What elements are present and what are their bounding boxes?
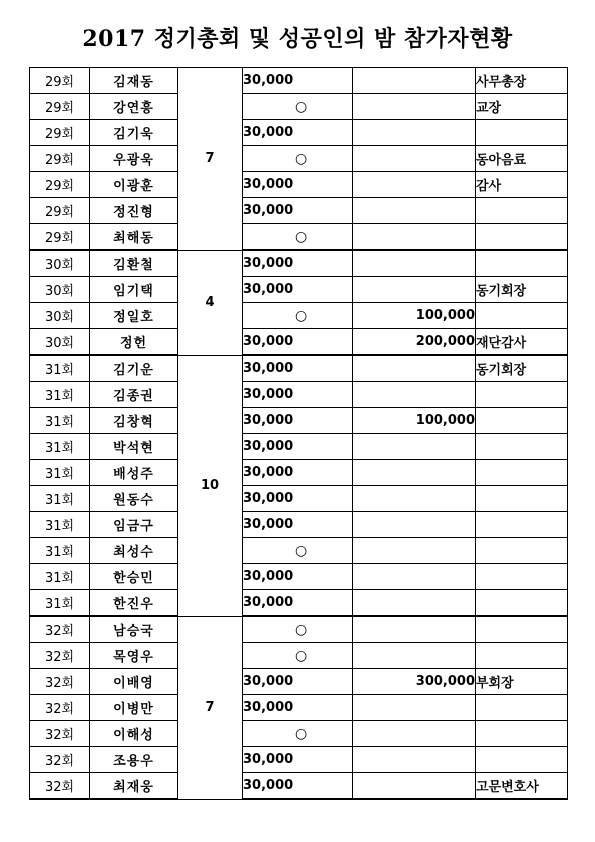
- fee-cell: 30,000: [243, 434, 353, 460]
- role-cell: [476, 120, 568, 146]
- class-year-cell: 31회: [30, 408, 90, 434]
- donation-cell: [353, 695, 476, 721]
- donation-cell: [353, 590, 476, 617]
- class-year-cell: 31회: [30, 564, 90, 590]
- donation-cell: [353, 538, 476, 564]
- fee-cell: 30,000: [243, 564, 353, 590]
- table-row: [30, 408, 568, 434]
- table-row: [30, 120, 568, 146]
- member-name-cell: 김기운: [90, 355, 178, 382]
- role-cell: 사무총장: [476, 68, 568, 94]
- class-year-cell: 32회: [30, 643, 90, 669]
- table-row: [30, 512, 568, 538]
- donation-cell: [353, 382, 476, 408]
- fee-cell: ○: [243, 303, 353, 329]
- member-name-cell: 조용우: [90, 747, 178, 773]
- table-row: [30, 616, 568, 643]
- class-year-cell: 31회: [30, 382, 90, 408]
- donation-cell: [353, 68, 476, 94]
- class-year-cell: 29회: [30, 68, 90, 94]
- group-count-cell: 4: [178, 250, 243, 355]
- member-name-cell: 배성주: [90, 460, 178, 486]
- donation-cell: [353, 120, 476, 146]
- member-name-cell: 김종권: [90, 382, 178, 408]
- member-name-cell: 강연흥: [90, 94, 178, 120]
- fee-cell: 30,000: [243, 773, 353, 800]
- role-cell: [476, 590, 568, 617]
- table-row: [30, 329, 568, 356]
- member-name-cell: 최재웅: [90, 773, 178, 800]
- table-row: [30, 224, 568, 251]
- role-cell: [476, 564, 568, 590]
- class-year-cell: 30회: [30, 277, 90, 303]
- donation-cell: [353, 460, 476, 486]
- table-row: [30, 747, 568, 773]
- fee-cell: 30,000: [243, 277, 353, 303]
- fee-cell: ○: [243, 224, 353, 251]
- table-row: [30, 538, 568, 564]
- class-year-cell: 30회: [30, 303, 90, 329]
- class-year-cell: 31회: [30, 434, 90, 460]
- class-year-cell: 32회: [30, 695, 90, 721]
- member-name-cell: 한승민: [90, 564, 178, 590]
- class-year-cell: 30회: [30, 329, 90, 356]
- fee-cell: 30,000: [243, 172, 353, 198]
- class-year-cell: 29회: [30, 172, 90, 198]
- fee-cell: 30,000: [243, 695, 353, 721]
- donation-cell: [353, 277, 476, 303]
- table-row: [30, 669, 568, 695]
- donation-cell: [353, 773, 476, 800]
- donation-cell: [353, 486, 476, 512]
- class-year-cell: 31회: [30, 486, 90, 512]
- member-name-cell: 이병만: [90, 695, 178, 721]
- class-year-cell: 31회: [30, 590, 90, 617]
- class-year-cell: 29회: [30, 120, 90, 146]
- role-cell: 동기회장: [476, 355, 568, 382]
- member-name-cell: 김재동: [90, 68, 178, 94]
- member-name-cell: 원동수: [90, 486, 178, 512]
- fee-cell: 30,000: [243, 669, 353, 695]
- fee-cell: 30,000: [243, 68, 353, 94]
- donation-cell: [353, 512, 476, 538]
- table-row: [30, 486, 568, 512]
- member-name-cell: 남승국: [90, 616, 178, 643]
- donation-cell: 200,000: [353, 329, 476, 356]
- class-year-cell: 32회: [30, 669, 90, 695]
- member-name-cell: 정헌: [90, 329, 178, 356]
- fee-cell: 30,000: [243, 747, 353, 773]
- role-cell: [476, 224, 568, 251]
- donation-cell: [353, 434, 476, 460]
- role-cell: [476, 643, 568, 669]
- fee-cell: 30,000: [243, 460, 353, 486]
- table-row: [30, 94, 568, 120]
- table-row: [30, 382, 568, 408]
- fee-cell: 30,000: [243, 408, 353, 434]
- role-cell: [476, 434, 568, 460]
- role-cell: [476, 408, 568, 434]
- role-cell: [476, 747, 568, 773]
- fee-cell: ○: [243, 538, 353, 564]
- member-name-cell: 한진우: [90, 590, 178, 617]
- donation-cell: [353, 146, 476, 172]
- table-row: [30, 68, 568, 94]
- fee-cell: 30,000: [243, 486, 353, 512]
- fee-cell: 30,000: [243, 329, 353, 356]
- fee-cell: ○: [243, 721, 353, 747]
- donation-cell: [353, 747, 476, 773]
- table-row: [30, 198, 568, 224]
- table-row: [30, 643, 568, 669]
- table-row: [30, 434, 568, 460]
- class-year-cell: 31회: [30, 355, 90, 382]
- donation-cell: 100,000: [353, 303, 476, 329]
- member-name-cell: 김환철: [90, 250, 178, 277]
- fee-cell: 30,000: [243, 382, 353, 408]
- fee-cell: 30,000: [243, 120, 353, 146]
- fee-cell: 30,000: [243, 590, 353, 617]
- donation-cell: [353, 616, 476, 643]
- donation-cell: [353, 355, 476, 382]
- role-cell: 감사: [476, 172, 568, 198]
- class-year-cell: 29회: [30, 94, 90, 120]
- table-row: [30, 564, 568, 590]
- role-cell: [476, 486, 568, 512]
- member-name-cell: 이해성: [90, 721, 178, 747]
- member-name-cell: 정일호: [90, 303, 178, 329]
- member-name-cell: 임금구: [90, 512, 178, 538]
- member-name-cell: 이광훈: [90, 172, 178, 198]
- role-cell: [476, 198, 568, 224]
- donation-cell: [353, 250, 476, 277]
- member-name-cell: 최해동: [90, 224, 178, 251]
- role-cell: [476, 616, 568, 643]
- group-count-cell: 7: [178, 68, 243, 251]
- donation-cell: 100,000: [353, 408, 476, 434]
- donation-cell: 300,000: [353, 669, 476, 695]
- role-cell: 동아음료: [476, 146, 568, 172]
- participant-table: [29, 67, 568, 800]
- page-title: 2017 정기총회 및 성공인의 밤 참가자현황: [82, 26, 513, 52]
- table-row: [30, 172, 568, 198]
- class-year-cell: 29회: [30, 224, 90, 251]
- group-count-cell: 10: [178, 355, 243, 616]
- fee-cell: 30,000: [243, 250, 353, 277]
- fee-cell: 30,000: [243, 198, 353, 224]
- class-year-cell: 29회: [30, 198, 90, 224]
- class-year-cell: 31회: [30, 512, 90, 538]
- donation-cell: [353, 564, 476, 590]
- member-name-cell: 이배영: [90, 669, 178, 695]
- donation-cell: [353, 643, 476, 669]
- table-row: [30, 303, 568, 329]
- role-cell: 고문변호사: [476, 773, 568, 800]
- donation-cell: [353, 172, 476, 198]
- role-cell: [476, 303, 568, 329]
- donation-cell: [353, 224, 476, 251]
- role-cell: 동기회장: [476, 277, 568, 303]
- fee-cell: 30,000: [243, 512, 353, 538]
- fee-cell: ○: [243, 146, 353, 172]
- role-cell: 교장: [476, 94, 568, 120]
- fee-cell: ○: [243, 94, 353, 120]
- fee-cell: 30,000: [243, 355, 353, 382]
- role-cell: 부회장: [476, 669, 568, 695]
- table-row: [30, 695, 568, 721]
- role-cell: [476, 382, 568, 408]
- table-row: [30, 460, 568, 486]
- member-name-cell: 임기택: [90, 277, 178, 303]
- class-year-cell: 29회: [30, 146, 90, 172]
- class-year-cell: 30회: [30, 250, 90, 277]
- member-name-cell: 목영우: [90, 643, 178, 669]
- donation-cell: [353, 198, 476, 224]
- table-row: [30, 773, 568, 800]
- class-year-cell: 32회: [30, 773, 90, 800]
- member-name-cell: 김창혁: [90, 408, 178, 434]
- donation-cell: [353, 721, 476, 747]
- table-row: [30, 250, 568, 277]
- class-year-cell: 32회: [30, 747, 90, 773]
- class-year-cell: 31회: [30, 460, 90, 486]
- participant-table-body: [30, 68, 568, 800]
- table-row: [30, 590, 568, 617]
- member-name-cell: 정진형: [90, 198, 178, 224]
- class-year-cell: 31회: [30, 538, 90, 564]
- member-name-cell: 최성수: [90, 538, 178, 564]
- member-name-cell: 박석현: [90, 434, 178, 460]
- member-name-cell: 김기욱: [90, 120, 178, 146]
- table-row: [30, 721, 568, 747]
- role-cell: [476, 721, 568, 747]
- role-cell: [476, 538, 568, 564]
- role-cell: [476, 250, 568, 277]
- role-cell: [476, 695, 568, 721]
- donation-cell: [353, 94, 476, 120]
- class-year-cell: 32회: [30, 616, 90, 643]
- table-row: [30, 146, 568, 172]
- table-row: [30, 355, 568, 382]
- fee-cell: ○: [243, 616, 353, 643]
- group-count-cell: 7: [178, 616, 243, 799]
- role-cell: [476, 512, 568, 538]
- role-cell: [476, 460, 568, 486]
- role-cell: 재단감사: [476, 329, 568, 356]
- class-year-cell: 32회: [30, 721, 90, 747]
- member-name-cell: 우광욱: [90, 146, 178, 172]
- fee-cell: ○: [243, 643, 353, 669]
- table-row: [30, 277, 568, 303]
